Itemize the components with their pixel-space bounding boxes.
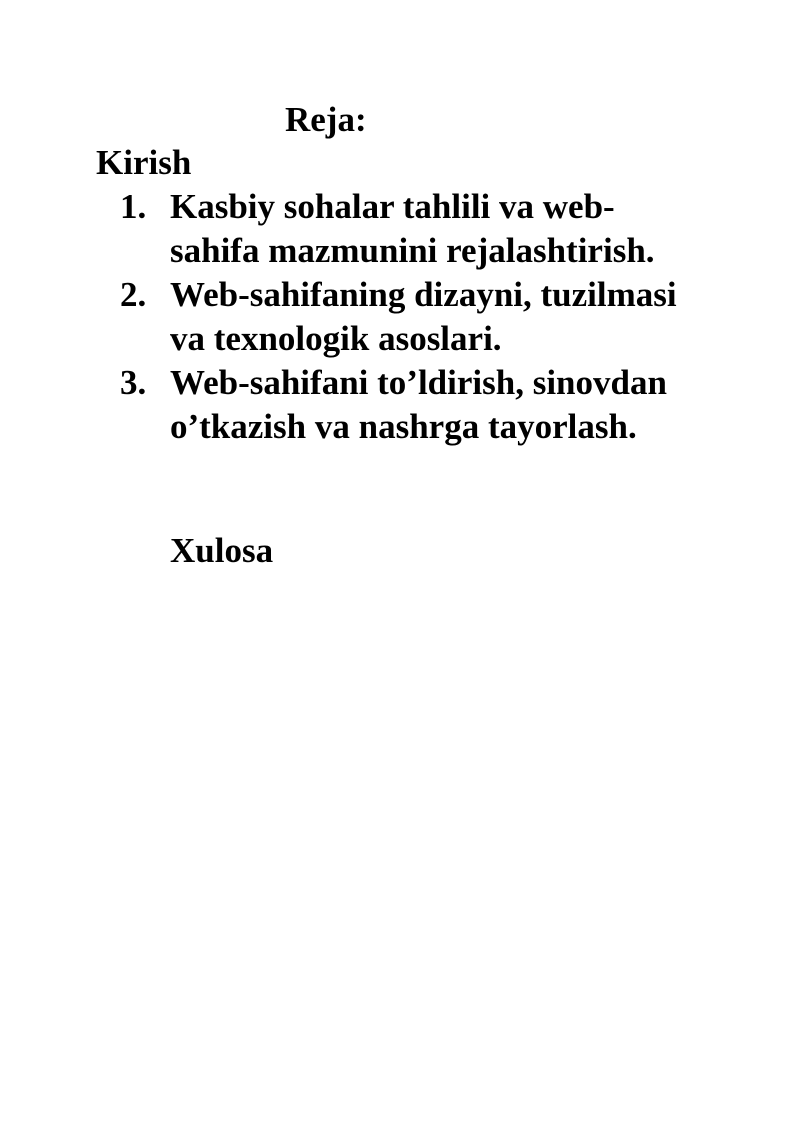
plan-list bbox=[120, 185, 760, 449]
plan-item-3 bbox=[120, 361, 760, 449]
plan-item-number: 1. bbox=[120, 187, 147, 226]
plan-item-text: Web-sahifaning dizayni, tuzilmasi va texnologik asoslari. bbox=[170, 275, 677, 358]
plan-item-1 bbox=[120, 185, 760, 273]
plan-item-text: Web-sahifani to’ldirish, sinovdan o’tkazish va nashrga tayorlash. bbox=[170, 363, 667, 446]
conclusion-heading: Xulosa bbox=[170, 531, 274, 570]
introduction-heading: Kirish bbox=[96, 143, 192, 182]
plan-item-text: Kasbiy sohalar tahlili va web-sahifa mazmunini rejalashtirish. bbox=[170, 187, 655, 270]
plan-title: Reja: bbox=[285, 100, 367, 139]
plan-item-number: 2. bbox=[120, 275, 147, 314]
plan-item-number: 3. bbox=[120, 363, 147, 402]
plan-item-2 bbox=[120, 273, 760, 361]
